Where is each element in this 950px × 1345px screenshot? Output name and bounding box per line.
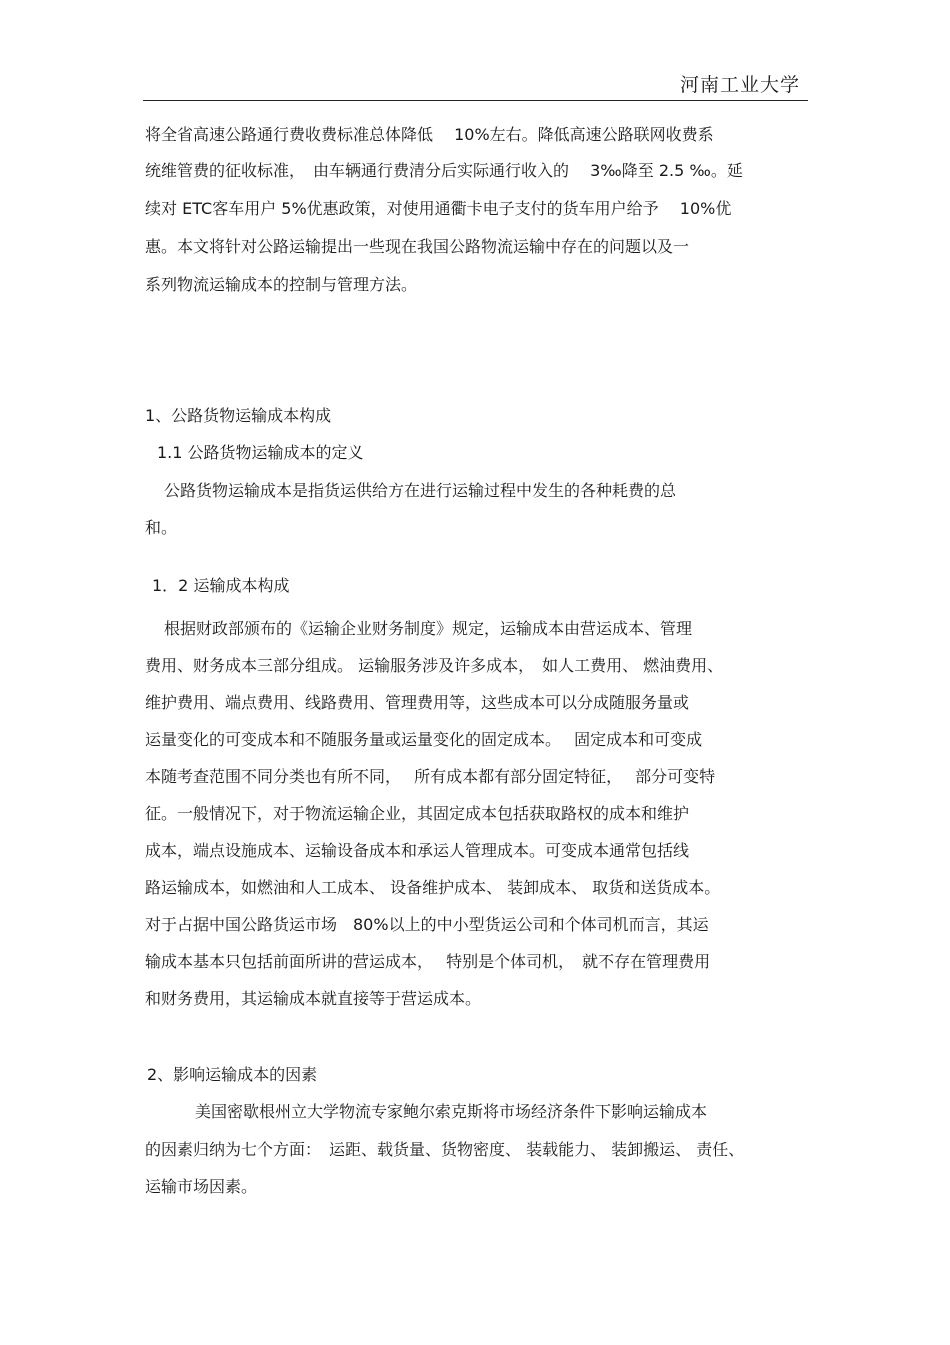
- page-header: [143, 68, 808, 101]
- section1-2-line-4: 运量变化的可变成本和不随服务量或运量变化的固定成本。 固定成本和可变成: [145, 730, 703, 749]
- section2-line-1: 美国密歇根州立大学物流专家鲍尔索克斯将市场经济条件下影响运输成本: [195, 1102, 708, 1121]
- section1-1-line-2: 和。: [145, 518, 178, 537]
- section1-1-line-1: 公路货物运输成本是指货运供给方在进行运输过程中发生的各种耗费的总: [164, 481, 677, 500]
- section1-2-line-9: 对于占据中国公路货运市场 80%以上的中小型货运公司和个体司机而言，其运: [145, 915, 709, 934]
- section1-2-line-2: 费用、财务成本三部分组成。 运输服务涉及许多成本， 如人工费用、 燃油费用、: [145, 656, 724, 675]
- header-title: 河南工业大学: [679, 74, 800, 96]
- intro-line-5: 系列物流运输成本的控制与管理方法。: [145, 275, 418, 294]
- intro-line-2: 统维管费的征收标准， 由车辆通行费清分后实际通行收入的 3‰降至 2.5 ‰。延: [145, 161, 743, 180]
- section1-2-line-10: 输成本基本只包括前面所讲的营运成本， 特别是个体司机， 就不存在管理费用: [145, 952, 711, 971]
- section2-line-3: 运输市场因素。: [145, 1177, 258, 1196]
- section1-2-line-1: 根据财政部颁布的《运输企业财务制度》规定，运输成本由营运成本、管理: [164, 619, 693, 638]
- section1-1-heading: 1.1 公路货物运输成本的定义: [157, 443, 364, 462]
- section1-2-line-7: 成本，端点设施成本、运输设备成本和承运人管理成本。可变成本通常包括线: [145, 841, 690, 860]
- section1-2-heading: 1．2 运输成本构成: [152, 576, 290, 595]
- section1-2-line-5: 本随考查范围不同分类也有所不同， 所有成本都有部分固定特征， 部分可变特: [145, 767, 716, 786]
- section1-2-line-8: 路运输成本，如燃油和人工成本、 设备维护成本、 装卸成本、 取货和送货成本。: [145, 878, 721, 897]
- section2-line-2: 的因素归纳为七个方面： 运距、载货量、货物密度、 装载能力、 装卸搬运、 责任、: [145, 1140, 745, 1159]
- section1-2-line-6: 征。一般情况下，对于物流运输企业，其固定成本包括获取路权的成本和维护: [145, 804, 690, 823]
- section1-2-line-11: 和财务费用，其运输成本就直接等于营运成本。: [145, 989, 482, 1008]
- intro-line-1: 将全省高速公路通行费收费标准总体降低 10%左右。降低高速公路联网收费系: [145, 125, 714, 144]
- section1-2-line-3: 维护费用、端点费用、线路费用、管理费用等，这些成本可以分成随服务量或: [145, 693, 690, 712]
- intro-line-4: 惠。本文将针对公路运输提出一些现在我国公路物流运输中存在的问题以及一: [145, 237, 690, 256]
- section2-heading: 2、影响运输成本的因素: [147, 1065, 318, 1084]
- intro-line-3: 续对 ETC客车用户 5%优惠政策，对使用通衢卡电子支付的货车用户给予 10%优: [145, 199, 732, 218]
- section1-heading: 1、公路货物运输成本构成: [145, 406, 332, 425]
